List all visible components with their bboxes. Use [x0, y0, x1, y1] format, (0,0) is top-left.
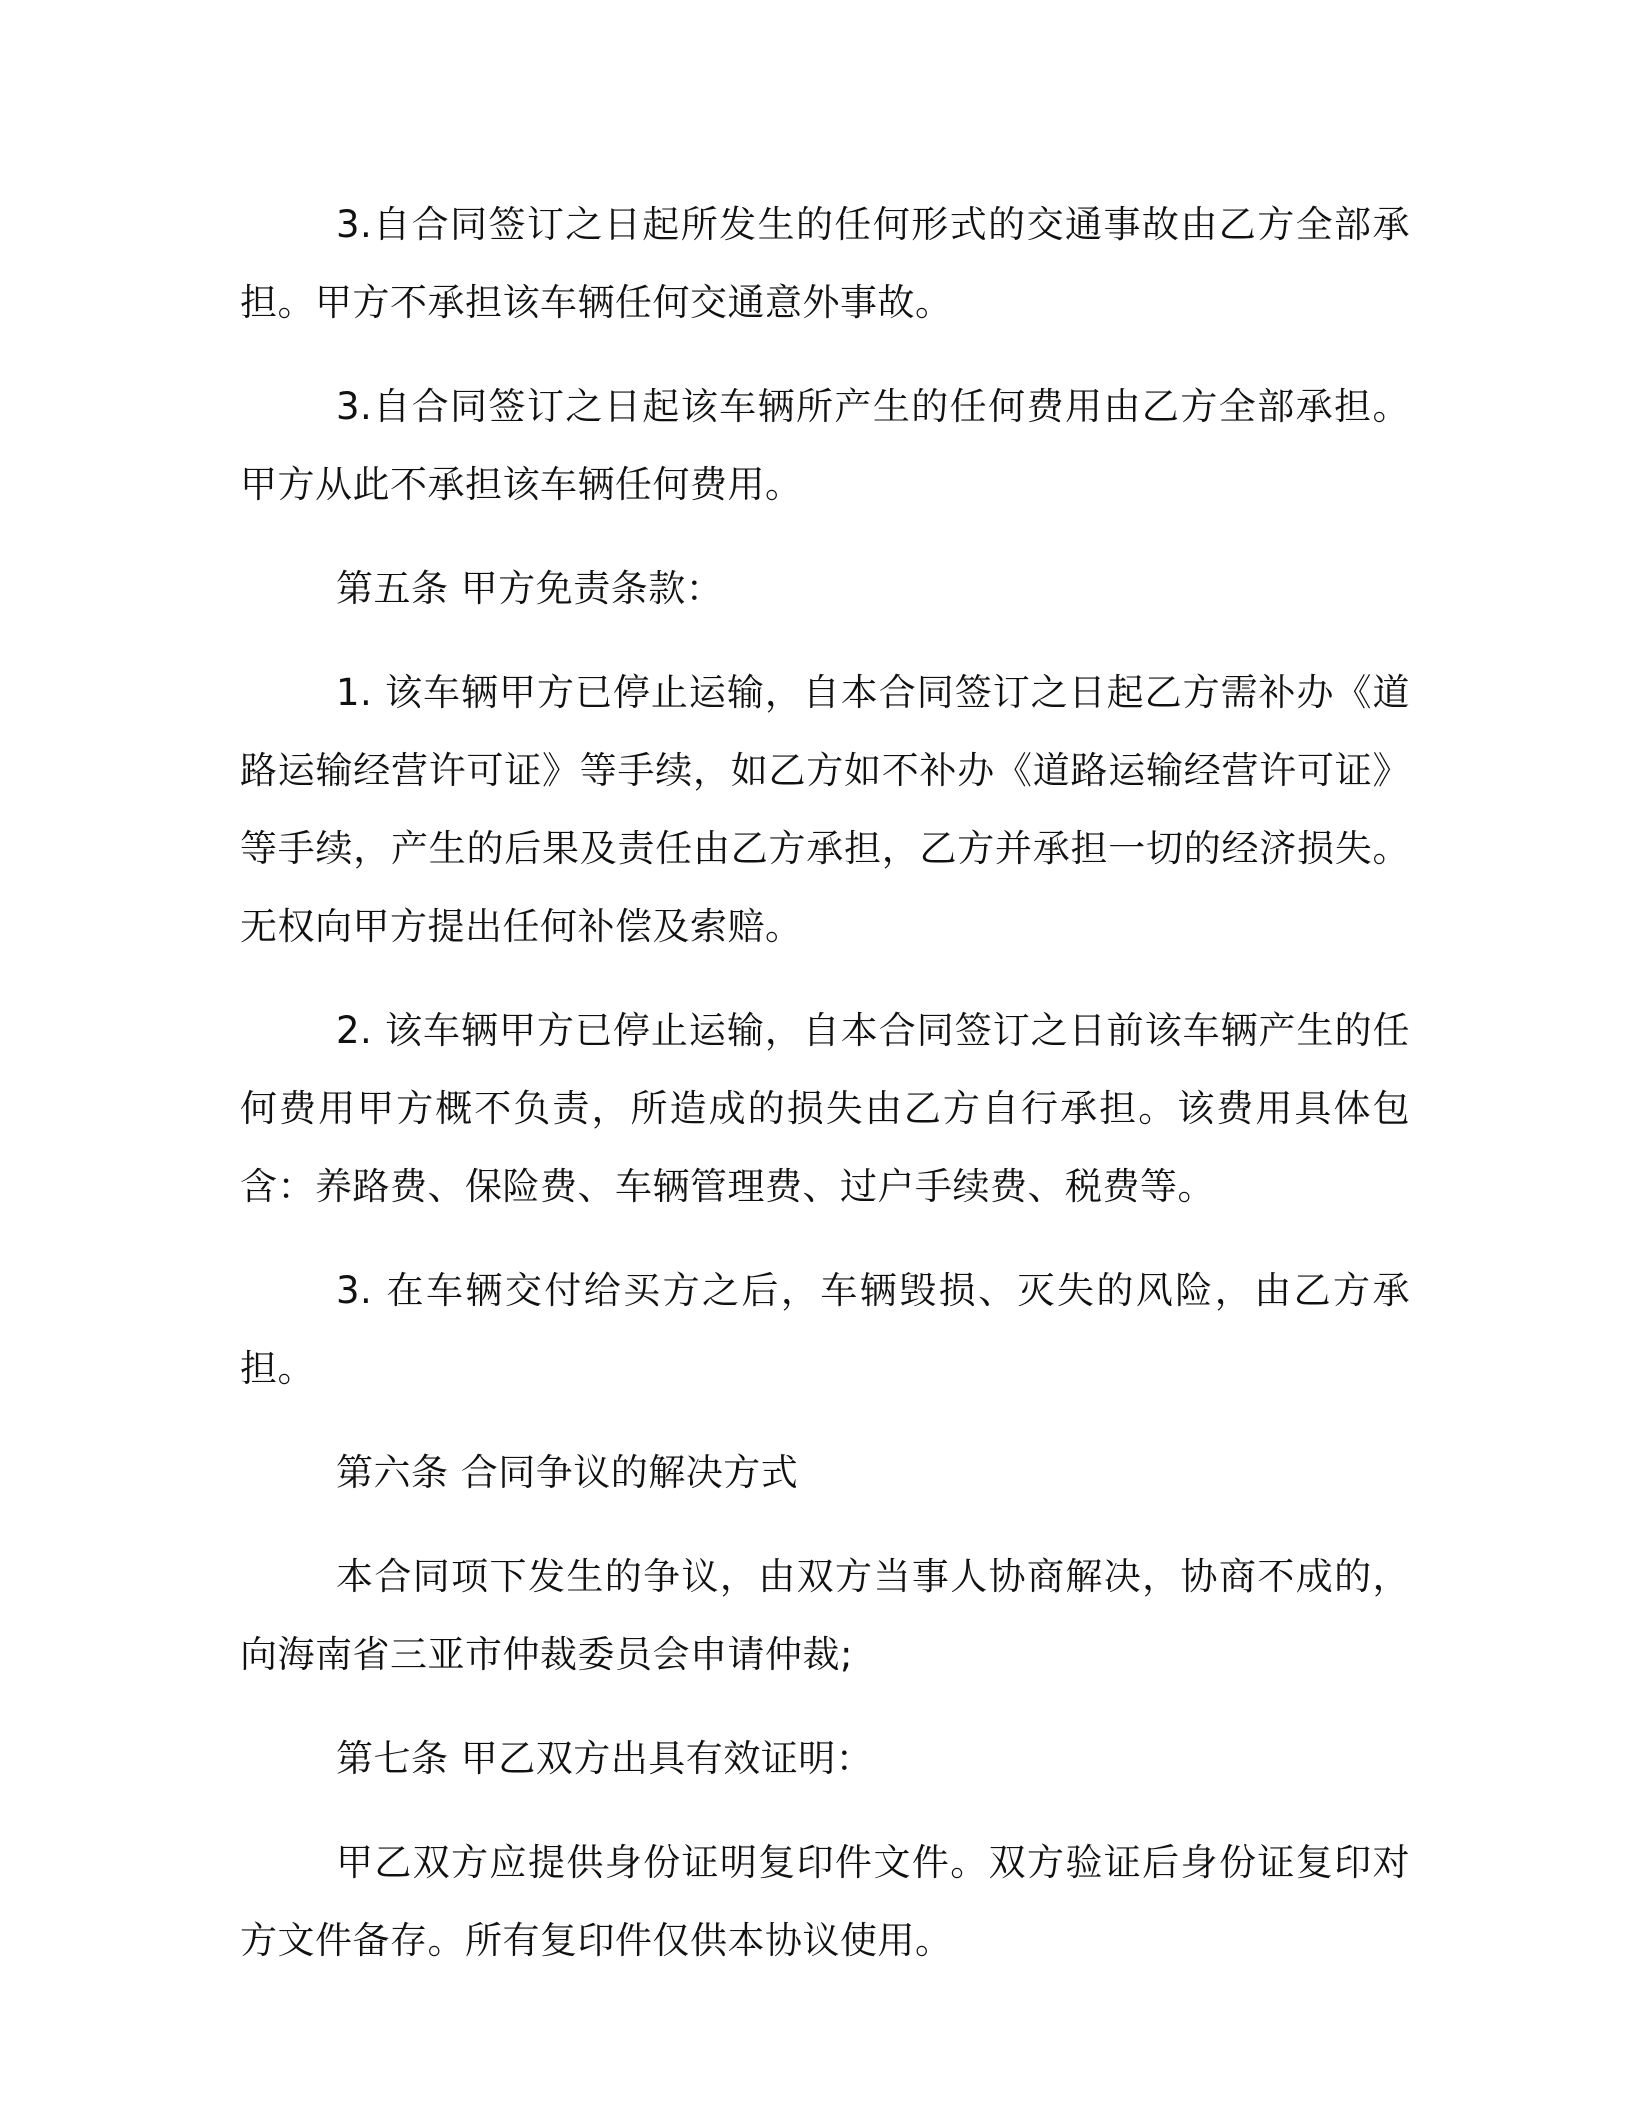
heading-article-5: 第五条 甲方免责条款： — [336, 567, 724, 610]
heading-article-7: 第七条 甲乙双方出具有效证明： — [336, 1737, 874, 1780]
paragraph-identity-proof: 甲乙双方应提供身份证明复印件文件。双方验证后身份证复印对方文件备存。所有复印件仅供本协议使用。 — [240, 1841, 1410, 1962]
paragraph-dispute-resolution: 本合同项下发生的争议，由双方当事人协商解决，协商不成的，向海南省三亚市仲裁委员会申请仲裁; — [240, 1555, 1410, 1676]
document-body — [240, 186, 1410, 1980]
paragraph-exemption-2: 2. 该车辆甲方已停止运输，自本合同签订之日前该车辆产生的任何费用甲方概不负责，所造成的损失由乙方自行承担。该费用具体包含：养路费、保险费、车辆管理费、过户手续费、税费等。 — [240, 1009, 1410, 1208]
paragraph-traffic-accident-liability: 3.自合同签订之日起所发生的任何形式的交通事故由乙方全部承担。甲方不承担该车辆任何交通意外事故。 — [240, 203, 1410, 324]
heading-article-6: 第六条 合同争议的解决方式 — [336, 1451, 799, 1494]
paragraph-vehicle-expenses: 3.自合同签订之日起该车辆所产生的任何费用由乙方全部承担。甲方从此不承担该车辆任何费用。 — [240, 385, 1410, 506]
paragraph-exemption-3: 3. 在车辆交付给买方之后，车辆毁损、灭失的风险，由乙方承担。 — [240, 1269, 1410, 1390]
paragraph-exemption-1: 1. 该车辆甲方已停止运输，自本合同签订之日起乙方需补办《道路运输经营许可证》等手续，如乙方如不补办《道路运输经营许可证》等手续，产生的后果及责任由乙方承担，乙方并承担一切的经济损失。无权向甲方提出任何补偿及索赔。 — [240, 671, 1410, 948]
